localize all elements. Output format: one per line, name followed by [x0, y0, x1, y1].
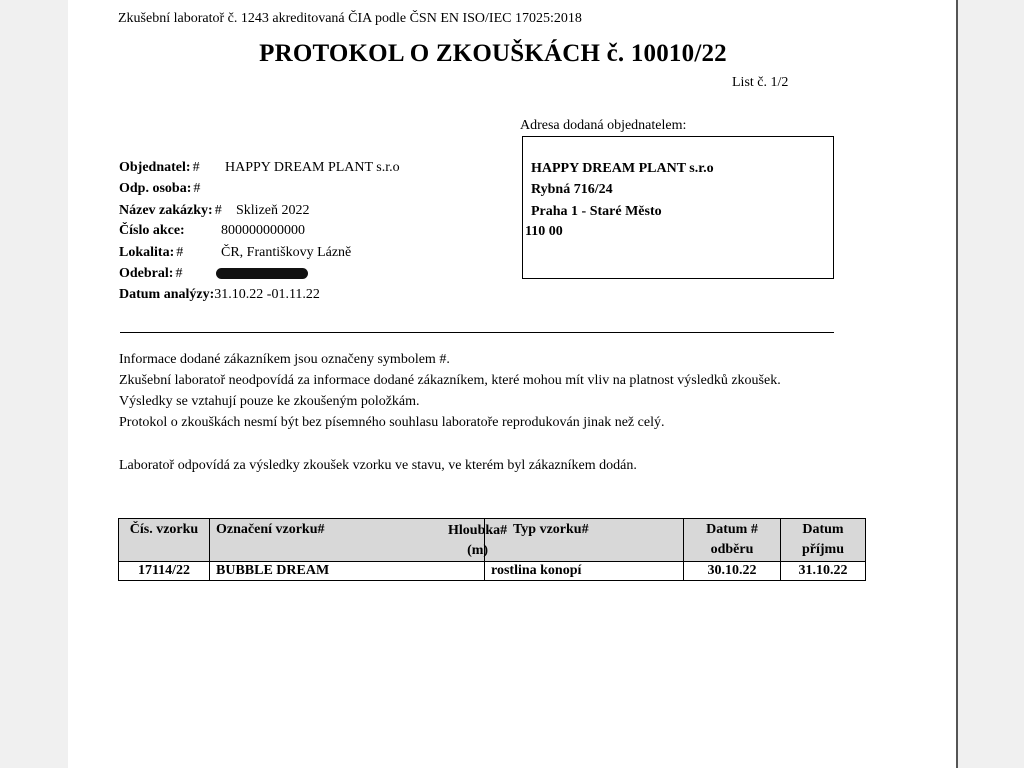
- info-row-datum-analyzy: [119, 287, 320, 303]
- address-line-street: Rybná 716/24: [531, 182, 613, 197]
- note-line: Laboratoř odpovídá za výsledky zkoušek vzorku ve stavu, ve kterém byl zákazníkem dodán.: [119, 458, 637, 473]
- info-value: 800000000000: [221, 223, 305, 238]
- info-row-cislo-akce: [119, 223, 305, 239]
- customer-supplied-mark: #: [193, 181, 201, 196]
- customer-supplied-mark: #: [175, 266, 183, 281]
- table-row: [119, 562, 866, 581]
- info-row-objednatel: [119, 160, 400, 176]
- note-line: Protokol o zkouškách nesmí být bez písemného souhlasu laboratoře reprodukován jinak než celý.: [119, 415, 665, 430]
- info-label: Objednatel:: [119, 160, 191, 175]
- section-divider: [120, 332, 834, 333]
- info-row-odp-osoba: [119, 181, 200, 197]
- info-value: Sklizeň 2022: [236, 203, 310, 218]
- redaction-bar: [216, 268, 308, 279]
- info-row-nazev-zakazky: [119, 203, 310, 219]
- note-line: Výsledky se vztahují pouze ke zkoušeným položkám.: [119, 394, 420, 409]
- address-label: Adresa dodaná objednatelem:: [520, 118, 687, 133]
- header-sampling-date: Datum # odběru: [684, 519, 781, 562]
- info-label: Lokalita:: [119, 245, 175, 260]
- address-line-company: HAPPY DREAM PLANT s.r.o: [531, 161, 714, 176]
- note-line: Informace dodané zákazníkem jsou označeny symbolem #.: [119, 352, 450, 367]
- note-line: Zkušební laboratoř neodpovídá za informace dodané zákazníkem, které mohou mít vliv na platnost výsledků zkoušek.: [119, 373, 781, 388]
- header-sample-type: Typ vzorku#: [485, 519, 684, 562]
- customer-supplied-mark: #: [176, 245, 184, 260]
- info-value: ČR, Františkovy Lázně: [221, 245, 352, 260]
- header-depth: Hloubka# (m): [448, 523, 508, 558]
- info-label: Číslo akce:: [119, 223, 185, 238]
- address-line-city: Praha 1 - Staré Město: [531, 204, 662, 219]
- header-sample-no: Čís. vzorku: [119, 519, 210, 562]
- sheet-number: List č. 1/2: [732, 75, 789, 90]
- info-label: Datum analýzy:: [119, 287, 215, 302]
- header-designation: Označení vzorku# Hloubka# (m): [210, 519, 485, 562]
- table-header-row: [119, 519, 866, 562]
- cell-sample-type: rostlina konopí: [485, 562, 684, 581]
- cell-designation: BUBBLE DREAM: [210, 562, 485, 581]
- protocol-title: PROTOKOL O ZKOUŠKÁCH č. 10010/22: [259, 40, 727, 67]
- cell-sampling-date: 30.10.22: [684, 562, 781, 581]
- info-label: Odebral:: [119, 266, 174, 281]
- address-line-zip: 110 00: [525, 224, 563, 239]
- info-value: HAPPY DREAM PLANT s.r.o: [225, 160, 400, 175]
- info-label: Odp. osoba:: [119, 181, 192, 196]
- info-value: 31.10.22 -01.11.22: [214, 287, 320, 302]
- info-row-lokalita: [119, 245, 352, 261]
- cell-receipt-date: 31.10.22: [781, 562, 866, 581]
- info-label: Název zakázky:: [119, 203, 213, 218]
- samples-table: [118, 518, 866, 581]
- cell-sample-no: 17114/22: [119, 562, 210, 581]
- info-row-odebral: [119, 266, 182, 282]
- header-receipt-date: Datum příjmu: [781, 519, 866, 562]
- accreditation-line: Zkušební laboratoř č. 1243 akreditovaná ČIA podle ČSN EN ISO/IEC 17025:2018: [118, 11, 582, 26]
- address-box: [522, 136, 834, 279]
- customer-supplied-mark: #: [192, 160, 200, 175]
- customer-supplied-mark: #: [214, 203, 222, 218]
- document-page: [68, 0, 958, 768]
